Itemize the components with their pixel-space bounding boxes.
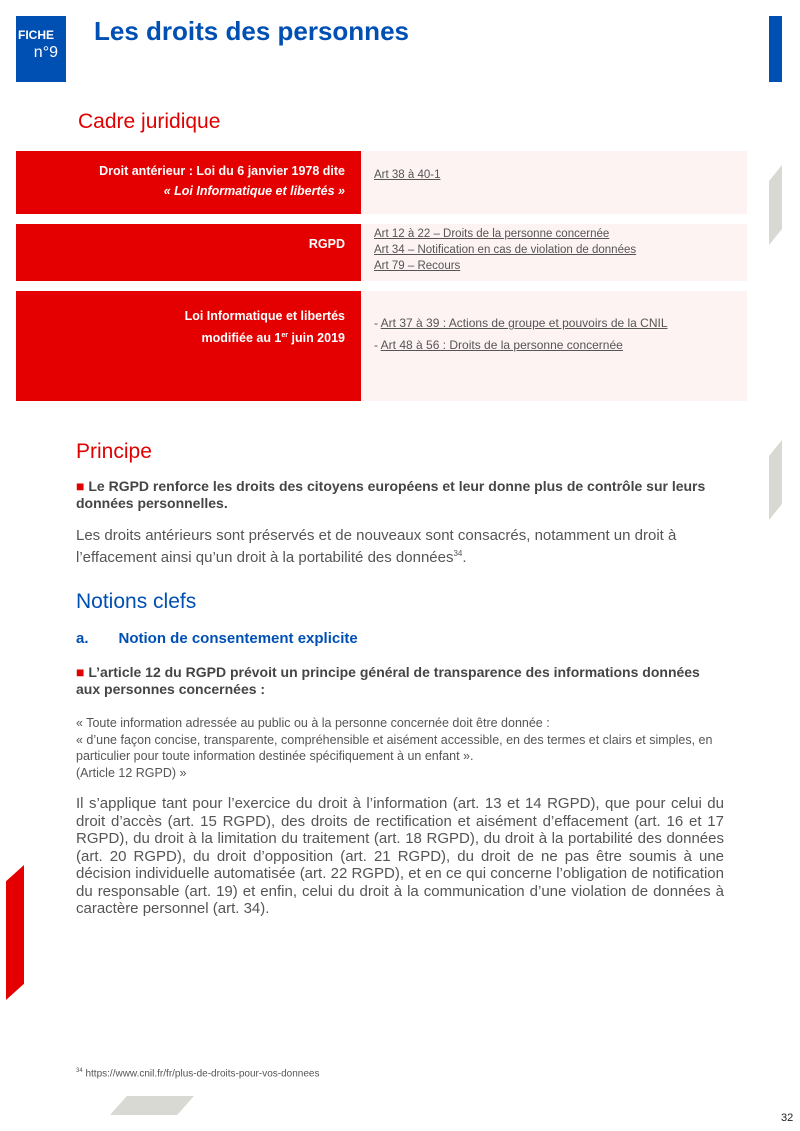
legal-row bbox=[16, 151, 747, 214]
notions-bullet bbox=[76, 664, 724, 698]
square-bullet-icon: ■ bbox=[76, 664, 85, 680]
section-heading-notions: Notions clefs bbox=[76, 590, 197, 613]
quote-line: « Toute information adressée au public ou à la personne concernée doit être donnée : bbox=[76, 716, 550, 730]
decorative-shape bbox=[769, 440, 782, 520]
subheading-letter: a. bbox=[76, 630, 89, 647]
quote-block bbox=[76, 715, 724, 781]
footnote-ref[interactable]: 34 bbox=[453, 548, 463, 558]
article-link[interactable]: Art 37 à 39 : Actions de groupe et pouvoirs de la CNIL bbox=[380, 316, 668, 330]
decorative-shape bbox=[110, 1096, 194, 1115]
page-number: 32 bbox=[781, 1112, 794, 1124]
ordinal-sup: er bbox=[281, 332, 289, 339]
legal-row: Loi Informatique et libertés modifiée au 1er juin 2019 - Art 37 à 39 : Actions de groupe et pouvoirs de la CNIL - Art 48 à 56 : Droits de la personne concernée bbox=[16, 291, 747, 401]
footnote-url[interactable]: https://www.cnil.fr/fr/plus-de-droits-pour-vos-donnees bbox=[85, 1068, 320, 1080]
principe-paragraph bbox=[76, 527, 724, 566]
quote-line: (Article 12 RGPD) » bbox=[76, 765, 187, 780]
legal-row-label-italic: « Loi Informatique et libertés » bbox=[163, 184, 345, 198]
fiche-label: FICHE bbox=[18, 28, 54, 42]
principe-text: Les droits antérieurs sont préservés et de nouveaux sont consacrés, notamment un droit à l’effacement ainsi qu’un droit à la portabilité des données bbox=[76, 527, 677, 566]
notions-bullet-text: L’article 12 du RGPD prévoit un principe général de transparence des informations données aux personnes concernées : bbox=[76, 664, 700, 697]
legal-row-label: modifiée au 1 bbox=[201, 331, 282, 346]
legal-row-label: Droit antérieur : Loi du 6 janvier 1978 dite bbox=[99, 164, 345, 178]
legal-row-label: juin 2019 bbox=[288, 331, 345, 346]
decorative-red-bar bbox=[6, 865, 24, 1000]
decorative-shape bbox=[769, 165, 782, 245]
header-accent-bar bbox=[769, 16, 782, 82]
section-heading-cadre: Cadre juridique bbox=[78, 110, 221, 133]
section-heading-principe: Principe bbox=[76, 440, 152, 463]
article-link[interactable]: Art 38 à 40-1 bbox=[374, 169, 441, 181]
article-link[interactable]: Art 48 à 56 : Droits de la personne concernée bbox=[380, 338, 623, 352]
legal-row bbox=[16, 224, 747, 281]
fiche-badge bbox=[16, 16, 66, 82]
principe-bullet-text: Le RGPD renforce les droits des citoyens européens et leur donne plus de contrôle sur leurs données personnelles. bbox=[76, 478, 706, 511]
article-link[interactable]: Art 12 à 22 – Droits de la personne concernée bbox=[374, 228, 610, 240]
fiche-number: n°9 bbox=[33, 44, 58, 61]
subheading bbox=[76, 630, 358, 647]
square-bullet-icon: ■ bbox=[76, 478, 85, 494]
legal-row-label: RGPD bbox=[308, 237, 345, 251]
footnote-number: 34 bbox=[76, 1068, 83, 1074]
subheading-title: Notion de consentement explicite bbox=[118, 630, 358, 647]
article-link[interactable]: Art 34 – Notification en cas de violation de données bbox=[374, 244, 637, 256]
article-link[interactable]: Art 79 – Recours bbox=[374, 260, 461, 272]
principe-text-end: . bbox=[462, 548, 467, 566]
legal-row-label: Loi Informatique et libertés bbox=[184, 309, 345, 323]
quote-line: « d’une façon concise, transparente, compréhensible et aisément accessible, en des termes et clairs et simples, en particulier pour toute information destinée spécifiquement à un enfant ». bbox=[76, 732, 713, 763]
principe-bullet bbox=[76, 478, 724, 512]
page-title: Les droits des personnes bbox=[94, 16, 409, 46]
footnote bbox=[76, 1068, 319, 1079]
notions-paragraph: Il s’applique tant pour l’exercice du droit à l’information (art. 13 et 14 RGPD), que pour celui du droit d’accès (art. 15 RGPD), des droits de rectification et aisément d’effacement (art. 16 et 17 RGPD), du droit à la limitation du traitement (art. 18 RGPD), du droit à la portabilité des données (art. 20 RGPD), du droit d’opposition (art. 21 RGPD), du droit de ne pas être soumis à une décision individuelle automatisée (art. 22 RGPD), et en ce qui concerne l’obligation de notification du responsable (art. 19) et enfin, celui du droit à la communication d’une violation de données à caractère personnel (art. 34). bbox=[76, 795, 724, 917]
